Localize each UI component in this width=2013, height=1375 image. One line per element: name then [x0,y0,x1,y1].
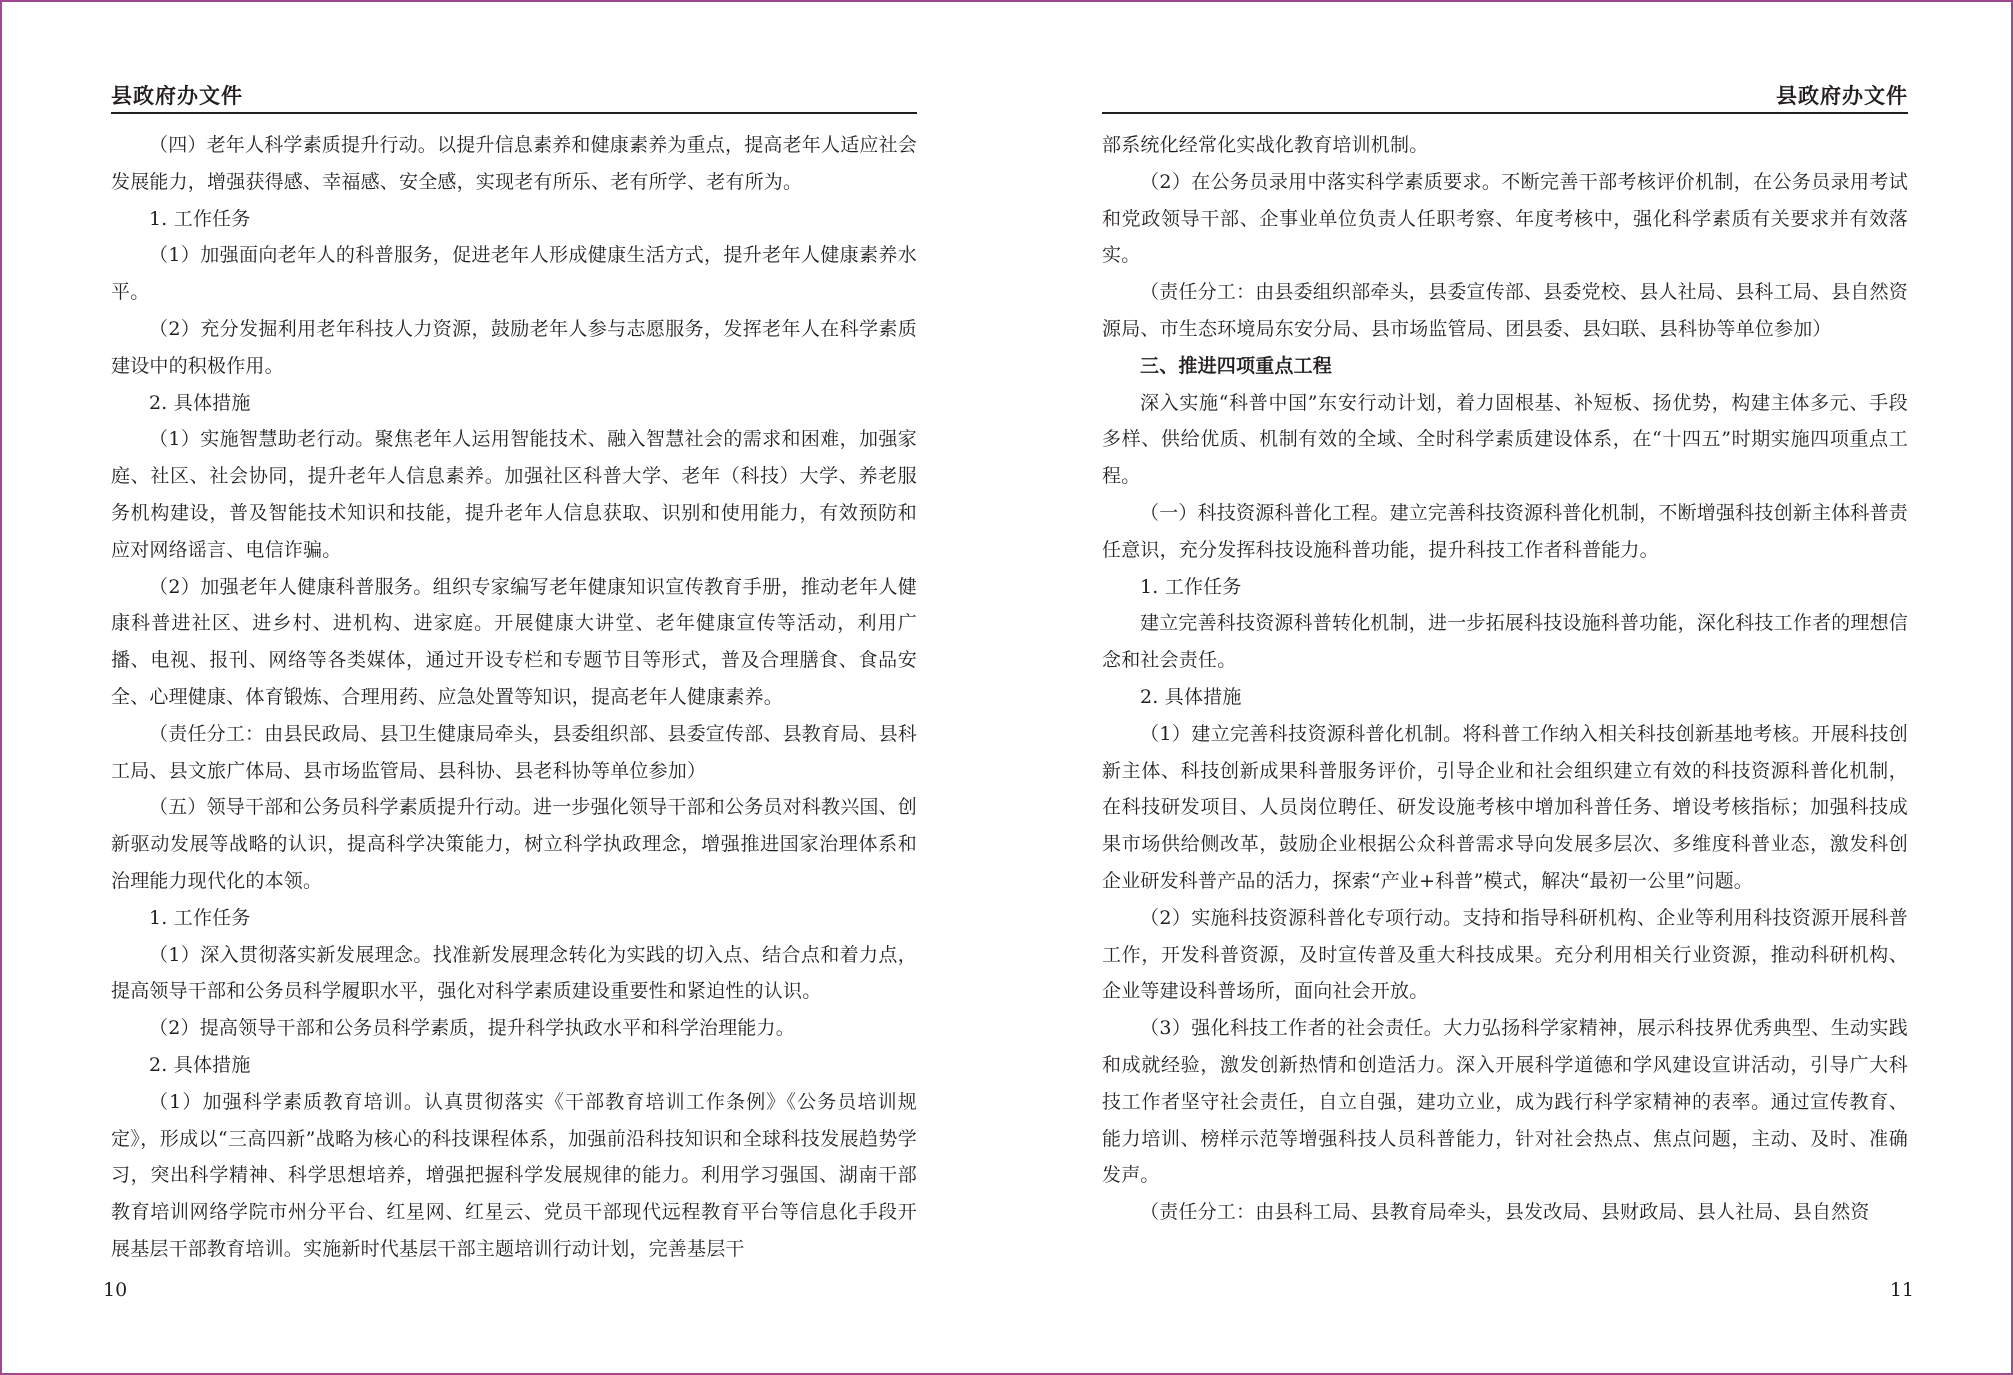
paragraph: 2. 具体措施 [149,1053,251,1076]
section-heading: 三、推进四项重点工程 [1140,354,1333,377]
paragraph: （2）提高领导干部和公务员科学素质，提升科学执政水平和科学治理能力。 [149,1017,795,1040]
paragraph: （责任分工：由县委组织部牵头，县委宣传部、县委党校、县人社局、县科工局、县自然资源局、市生态环境局东安分局、县市场监管局、团县委、县妇联、县科协等单位参加） [1102,281,1909,340]
paragraph: 1. 工作任务 [149,207,251,230]
paragraph: （2）在公务员录用中落实科学素质要求。不断完善干部考核评价机制，在公务员录用考试和党政领导干部、企事业单位负责人任职考察、年度考核中，强化科学素质有关要求并有效落实。 [1102,170,1908,267]
paragraph: （责任分工：由县科工局、县教育局牵头，县发改局、县财政局、县人社局、县自然资 [1140,1201,1870,1224]
paragraph: 深入实施“科普中国”东安行动计划，着力固根基、补短板、扬优势，构建主体多元、手段多样、供给优质、机制有效的全域、全时科学素质建设体系，在“十四五”时期实施四项重点工程。 [1102,391,1908,488]
paragraph: 建立完善科技资源科普转化机制，进一步拓展科技设施科普功能，深化科技工作者的理想信念和社会责任。 [1102,612,1909,672]
paragraph: （2）实施科技资源科普化专项行动。支持和指导科研机构、企业等利用科技资源开展科普工作，开发科普资源，及时宣传普及重大科技成果。充分利用相关行业资源，推动科研机构、企业等建设科普场所，面向社会开放。 [1102,906,1908,1003]
left-page [103,2,918,1375]
paragraph: （1）实施智慧助老行动。聚焦老年人运用智能技术、融入智慧社会的需求和困难，加强家庭、社区、社会协同，提升老年人信息素养。加强社区科普大学、老年（科技）大学、养老服务机构建设，普及智能技术知识和技能，提升老年人信息获取、识别和使用能力，有效预防和应对网络谣言、电信诈骗。 [111,428,917,561]
right-page-body [1102,127,1908,1231]
paragraph: （3）强化科技工作者的社会责任。大力弘扬科学家精神，展示科技界优秀典型、生动实践和成就经验，激发创新热情和创造活力。深入开展科学道德和学风建设宣讲活动，引导广大科技工作者坚守社会责任，自立自强，建功立业，成为践行科学家精神的表率。通过宣传教育、能力培训、榜样示范等增强科技人员科普能力，针对社会热点、焦点问题，主动、及时、准确发声。 [1102,1017,1908,1187]
paragraph: （1）加强面向老年人的科普服务，促进老年人形成健康生活方式，提升老年人健康素养水平。 [111,244,917,304]
paragraph: （一）科技资源科普化工程。建立完善科技资源科普化机制，不断增强科技创新主体科普责任意识，充分发挥科技设施科普功能，提升科技工作者科普能力。 [1102,501,1909,561]
paragraph: 部系统化经常化实战化教育培训机制。 [1102,134,1429,156]
right-page [1102,2,1914,1375]
paragraph: （1）建立完善科技资源科普化机制。将科普工作纳入相关科技创新基地考核。开展科技创新主体、科技创新成果科普服务评价，引导企业和社会组织建立有效的科技资源科普化机制，在科技研发项目、人员岗位聘任、研发设施考核中增加科普任务、增设考核指标；加强科技成果市场供给侧改革，鼓励企业根据公众科普需求导向发展多层次、多维度科普业态，激发科创企业研发科普产品的活力，探索“产业+科普”模式，解决“最初一公里”问题。 [1102,722,1908,892]
left-page-header [111,78,917,114]
paragraph: 2. 具体措施 [149,391,251,414]
left-page-body [111,127,917,1268]
right-page-number: 11 [1889,1279,1914,1301]
paragraph: （责任分工：由县民政局、县卫生健康局牵头，县委组织部、县委宣传部、县教育局、县科工局、县文旅广体局、县市场监管局、县科协、县老科协等单位参加） [111,722,918,782]
paragraph: 1. 工作任务 [149,906,251,929]
paragraph: （2）充分发掘利用老年科技人力资源，鼓励老年人参与志愿服务，发挥老年人在科学素质建设中的积极作用。 [111,317,917,377]
right-header-title: 县政府办文件 [1776,84,1908,108]
left-header-title: 县政府办文件 [111,84,243,108]
paragraph: （1）加强科学素质教育培训。认真贯彻落实《干部教育培训工作条例》《公务员培训规定》，形成以“三高四新”战略为核心的科技课程体系，加强前沿科技知识和全球科技发展趋势学习，突出科学精神、科学思想培养，增强把握科学发展规律的能力。利用学习强国、湖南干部教育培训网络学院市州分平台、红星网、红星云、党员干部现代远程教育平台等信息化手段开展基层干部教育培训。实施新时代基层干部主题培训行动计划，完善基层干 [111,1090,917,1260]
left-page-number: 10 [103,1279,128,1301]
paragraph: （2）加强老年人健康科普服务。组织专家编写老年健康知识宣传教育手册，推动老年人健康科普进社区、进乡村、进机构、进家庭。开展健康大讲堂、老年健康宣传等活动，利用广播、电视、报刊、网络等各类媒体，通过开设专栏和专题节目等形式，普及合理膳食、食品安全、心理健康、体育锻炼、合理用药、应急处置等知识，提高老年人健康素养。 [111,575,917,708]
paragraph: （四）老年人科学素质提升行动。以提升信息素养和健康素养为重点，提高老年人适应社会发展能力，增强获得感、幸福感、安全感，实现老有所乐、老有所学、老有所为。 [111,134,918,193]
paragraph: （1）深入贯彻落实新发展理念。找准新发展理念转化为实践的切入点、结合点和着力点，提高领导干部和公务员科学履职水平，强化对科学素质建设重要性和紧迫性的认识。 [111,943,917,1003]
paragraph: 2. 具体措施 [1140,685,1242,708]
right-page-header [1102,78,1908,114]
paragraph: （五）领导干部和公务员科学素质提升行动。进一步强化领导干部和公务员对科教兴国、创新驱动发展等战略的认识，提高科学决策能力，树立科学执政理念，增强推进国家治理体系和治理能力现代化的本领。 [111,796,918,892]
paragraph: 1. 工作任务 [1140,575,1242,598]
